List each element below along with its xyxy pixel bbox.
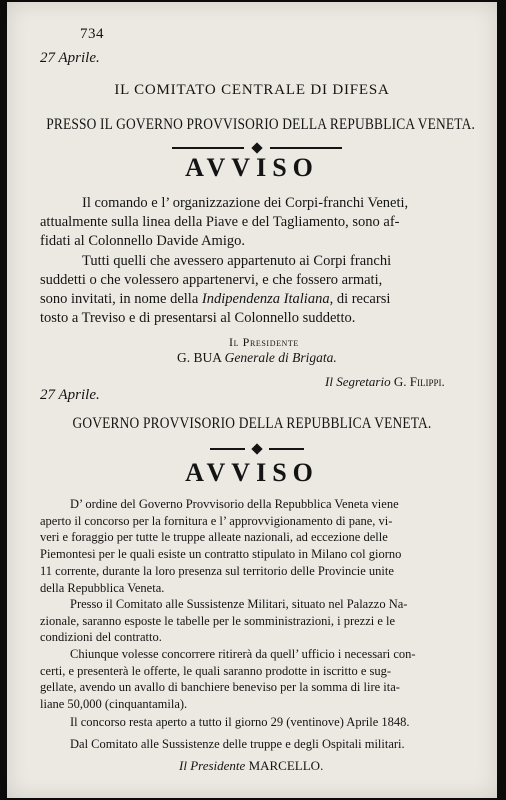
ornament-divider: [172, 143, 342, 153]
notice2-date: 27 Aprile.: [40, 387, 100, 403]
notice2-paragraph-5: Dal Comitato alle Sussistenze delle truppe e degli Ospitali militari.: [70, 737, 405, 751]
notice1-secretary: Il Segretario G. Filippi.: [325, 374, 445, 389]
notice1-paragraph-2: Tutti quelli che avessero appartenuto ai Corpi franchi suddetti o che volessero appartenervi, e che fossero armati, sono invitati, in nome della Indipendenza Italiana, di recarsi tosto a Treviso e di presentarsi al Colonnello suddetto.: [40, 253, 392, 326]
notice2-paragraph-2: Presso il Comitato alle Sussistenze Militari, situato nel Palazzo Na- zionale, saranno esposte le tabelle per le somministrazioni, i prezzi e le condizioni del contratto.: [40, 597, 408, 645]
notice1-heading-committee: IL COMITATO CENTRALE DI DIFESA: [114, 82, 390, 98]
notice1-date: 27 Aprile.: [40, 50, 100, 66]
notice1-signature: G. BUA Generale di Brigata.: [177, 350, 337, 365]
notice2-paragraph-1: D’ ordine del Governo Provvisorio della Repubblica Veneta viene aperto il concorso per la fornitura e l’ approvvigionamento di pane, vi- veri e foraggio per tutte le truppe alleate nazionali, ad eccezione delle Piemontesi per le quali esiste un contratto stipulato in Milano col giorno 11 corrente, durante la loro presenza sul territorio delle Provincie unite della Repubblica Veneta.: [40, 497, 402, 595]
notice1-signature-role: Il Presidente: [229, 335, 299, 349]
page-number: 734: [80, 26, 104, 42]
notice2-heading: GOVERNO PROVVISORIO DELLA REPUBBLICA VENETA.: [72, 415, 432, 432]
notice2-title: AVVISO: [185, 458, 319, 487]
document-page: [7, 2, 497, 798]
notice1-paragraph-1: Il comando e l’ organizzazione dei Corpi-franchi Veneti, attualmente sulla linea della Piave e del Tagliamento, sono af- fidati al Colonnello Davide Amigo.: [40, 195, 409, 249]
notice2-paragraph-3: Chiunque volesse concorrere ritirerà da quell’ ufficio i necessari con- certi, e presenterà le offerte, le quali saranno prodotte in iscritto e sug- gellate, avendo un avallo di banchiere beneviso per la somma di lire ita- liane 50,000 (cinquantamila).: [40, 647, 416, 712]
ornament-divider: [210, 444, 304, 454]
notice2-signature: Il Presidente MARCELLO.: [179, 758, 324, 773]
notice1-title: AVVISO: [185, 153, 319, 182]
notice1-heading-government: PRESSO IL GOVERNO PROVVISORIO DELLA REPUBBLICA VENETA.: [46, 116, 475, 133]
notice2-paragraph-4: Il concorso resta aperto a tutto il giorno 29 (ventinove) Aprile 1848.: [70, 715, 410, 729]
